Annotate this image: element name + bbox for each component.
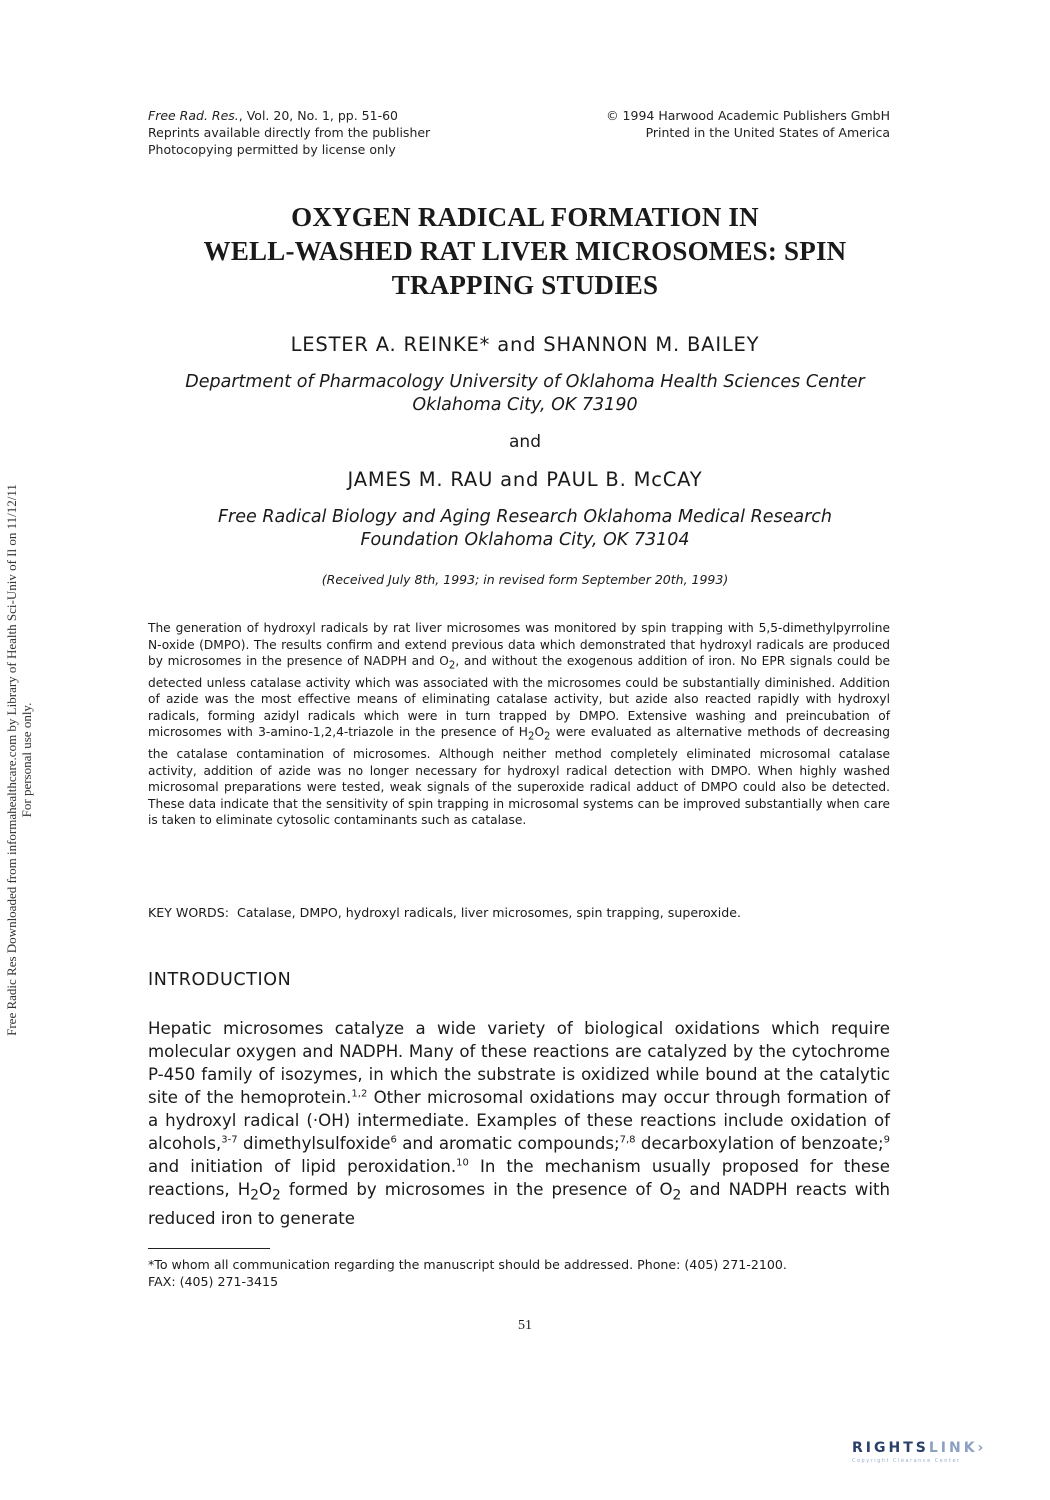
journal-citation: , Vol. 20, No. 1, pp. 51-60 xyxy=(238,108,398,123)
reference-marker: 10 xyxy=(456,1157,469,1169)
printed-line: Printed in the United States of America xyxy=(645,125,890,140)
page-number: 51 xyxy=(518,1318,532,1333)
download-watermark xyxy=(0,0,40,1500)
reference-marker: 1,2 xyxy=(351,1088,368,1100)
title-line-3: TRAPPING STUDIES xyxy=(391,270,659,300)
abstract xyxy=(148,620,890,829)
abstract-part-3: were evaluated as alternative methods of decreasing the catalase contamination of microsomes. Although neither method completely eliminated microsomal catalase activity, addition of azide was no longer necessary for hydroxyl radical detection with DMPO. When highly washed microsomal preparations were tested, weak signals of the superoxide radical adduct of DMPO could also be detected. These data indicate that the sensitivity of spin trapping in microsomal systems can be improved substantially when care is taken to eliminate cytosolic contaminants such as catalase. xyxy=(148,725,890,828)
title-line-1: OXYGEN RADICAL FORMATION IN xyxy=(291,202,759,232)
rightslink-logo[interactable] xyxy=(852,1440,1032,1480)
journal-header xyxy=(148,107,430,158)
keywords xyxy=(148,905,890,920)
reference-marker: 3-7 xyxy=(221,1134,238,1146)
reference-marker: 9 xyxy=(883,1134,890,1146)
intro-text: and initiation of lipid peroxidation. xyxy=(148,1157,457,1176)
intro-text: and aromatic compounds; xyxy=(396,1134,620,1153)
affiliation-2 xyxy=(0,506,1050,552)
received-dates: (Received July 8th, 1993; in revised form September 20th, 1993) xyxy=(321,572,729,587)
paper-title xyxy=(0,200,1050,302)
intro-text: O xyxy=(258,1180,273,1199)
intro-text: decarboxylation of benzoate; xyxy=(635,1134,884,1153)
abstract-part-2: , and without the exogenous addition of iron. No EPR signals could be detected unless catalase activity which was associated with the microsomes could be substantially diminished. Addition of azide was the most effective means of eliminating catalase activity, but azide also reacted rapidly with hydroxyl radicals, forming azidyl radicals which were in turn trapped by DMPO. Extensive washing and preincubation of microsomes with 3-amino-1,2,4-triazole in the presence of H xyxy=(148,654,890,740)
subscript: 2 xyxy=(672,1187,682,1204)
watermark-line-1: Free Radic Res Downloaded from informahealthcare.com by Library of Health Sci-Univ of Il on 11/12/11 xyxy=(4,484,19,1036)
affiliation-1-line-1: Department of Pharmacology University of Oklahoma Health Sciences Center xyxy=(185,372,865,392)
affiliation-2-line-2: Foundation Oklahoma City, OK 73104 xyxy=(360,530,690,550)
intro-text: Hepatic microsomes catalyze a wide variety of biological oxidations which require molecular oxygen and NADPH. Many of these reactions are catalyzed by the cytochrome P-450 family of isozymes, in which the substrate is oxidized while bound at the catalytic site of the hemoprotein. xyxy=(148,1019,890,1107)
abstract-o-sub: 2 xyxy=(544,731,551,743)
intro-text: Other microsomal oxidations may occur through formation of a hydroxyl radical (·OH) intermediate. Examples of these reactions include oxidation of alcohols, xyxy=(148,1088,891,1153)
copyright-line: © 1994 Harwood Academic Publishers GmbH xyxy=(606,108,890,123)
watermark-text xyxy=(4,484,34,1036)
abstract-h-sub: 2 xyxy=(527,731,535,743)
authors-group-2: JAMES M. RAU and PAUL B. McCAY xyxy=(347,468,703,491)
intro-text: and NADPH reacts with reduced iron to generate xyxy=(148,1180,890,1229)
journal-name: Free Rad. Res. xyxy=(148,108,239,123)
introduction-paragraph xyxy=(148,1017,890,1230)
title-line-2: WELL-WASHED RAT LIVER MICROSOMES: SPIN xyxy=(203,236,847,266)
publisher-header xyxy=(606,107,890,141)
keywords-label: KEY WORDS: xyxy=(148,905,229,920)
reference-marker: 7,8 xyxy=(619,1134,636,1146)
affiliation-1 xyxy=(0,371,1050,417)
intro-text: In the mechanism usually proposed for these reactions, H xyxy=(148,1157,890,1199)
logo-light-text: LINK xyxy=(928,1440,978,1456)
affiliation-1-line-2: Oklahoma City, OK 73190 xyxy=(412,395,638,415)
intro-text: formed by microsomes in the presence of O xyxy=(280,1180,673,1199)
footnote-line-1: *To whom all communication regarding the manuscript should be addressed. Phone: (405) 271-2100. xyxy=(148,1257,787,1272)
abstract-o2-sub: 2 xyxy=(448,660,456,672)
subscript: 2 xyxy=(250,1187,259,1204)
footnote-line-2: FAX: (405) 271-3415 xyxy=(148,1274,279,1289)
keywords-text: Catalase, DMPO, hydroxyl radicals, liver microsomes, spin trapping, superoxide. xyxy=(236,905,741,920)
introduction-heading: INTRODUCTION xyxy=(148,970,292,990)
logo-subtitle: Copyright Clearance Center xyxy=(852,1458,961,1464)
footnote xyxy=(148,1256,890,1290)
photocopy-note: Photocopying permitted by license only xyxy=(148,142,396,157)
intro-text: dimethylsulfoxide xyxy=(237,1134,391,1153)
footnote-rule xyxy=(148,1248,270,1249)
watermark-line-2: For personal use only. xyxy=(19,702,34,818)
and-separator: and xyxy=(509,432,541,452)
logo-dark-text: RIGHTS xyxy=(852,1440,929,1456)
affiliation-2-line-1: Free Radical Biology and Aging Research Oklahoma Medical Research xyxy=(217,507,833,527)
authors-group-1: LESTER A. REINKE* and SHANNON M. BAILEY xyxy=(290,333,760,356)
reference-marker: 6 xyxy=(390,1134,397,1146)
logo-arrow-icon: › xyxy=(977,1440,987,1456)
abstract-part-1: The generation of hydroxyl radicals by rat liver microsomes was monitored by spin trapping with 5,5-dimethylpyrroline N-oxide (DMPO). The results confirm and extend previous data which demonstrated that hydroxyl radicals are produced by microsomes in the presence of NADPH and O xyxy=(148,621,890,668)
reprints-note: Reprints available directly from the publisher xyxy=(148,125,431,140)
subscript: 2 xyxy=(272,1187,281,1204)
abstract-o: O xyxy=(534,725,545,740)
